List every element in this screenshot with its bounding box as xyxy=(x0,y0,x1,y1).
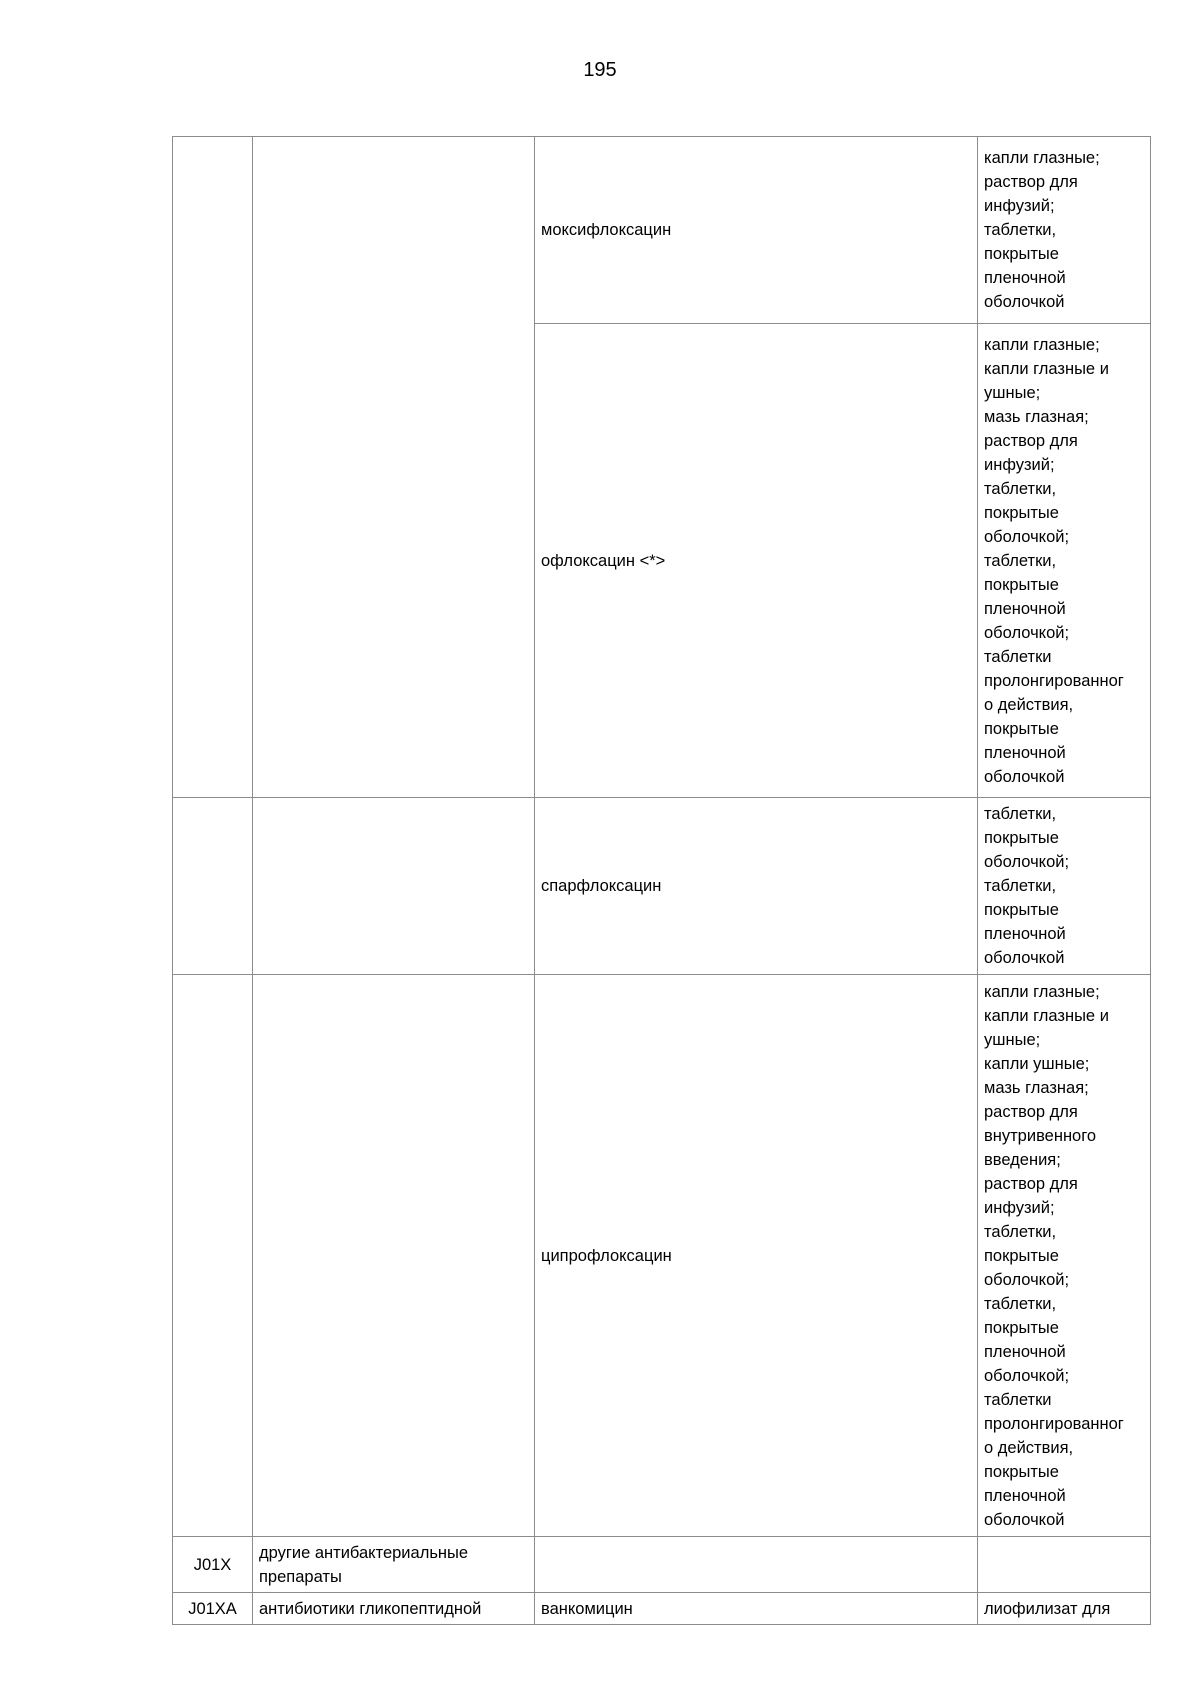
atc-code-cell xyxy=(173,975,253,1537)
drug-name-cell: спарфлоксацин xyxy=(535,798,978,975)
group-cell xyxy=(253,137,535,798)
atc-code-cell xyxy=(173,798,253,975)
dosage-forms-cell: таблетки, покрытые оболочкой; таблетки, покрытые пленочной оболочкой xyxy=(978,798,1151,975)
drug-name-cell: ципрофлоксацин xyxy=(535,975,978,1537)
table-row xyxy=(173,1593,1151,1625)
table-row xyxy=(173,137,1151,324)
table-row xyxy=(173,1537,1151,1593)
dosage-forms-cell: капли глазные; капли глазные и ушные; мазь глазная; раствор для инфузий; таблетки, покрытые оболочкой; таблетки, покрытые пленочной оболочкой; таблетки пролонгированног о действия, покрытые пленочной оболочкой xyxy=(978,324,1151,798)
table-row xyxy=(173,798,1151,975)
atc-code-cell xyxy=(173,137,253,798)
atc-code-cell: J01X xyxy=(173,1537,253,1593)
group-cell: антибиотики гликопептидной xyxy=(253,1593,535,1625)
drug-name-cell: ванкомицин xyxy=(535,1593,978,1625)
drug-name-cell: моксифлоксацин xyxy=(535,137,978,324)
group-cell xyxy=(253,975,535,1537)
dosage-forms-cell: лиофилизат для xyxy=(978,1593,1151,1625)
dosage-forms-cell: капли глазные; капли глазные и ушные; капли ушные; мазь глазная; раствор для внутривенного введения; раствор для инфузий; таблетки, покрытые оболочкой; таблетки, покрытые пленочной оболочкой; таблетки пролонгированног о действия, покрытые пленочной оболочкой xyxy=(978,975,1151,1537)
drug-table xyxy=(172,136,1151,1625)
group-cell: другие антибактериальные препараты xyxy=(253,1537,535,1593)
dosage-forms-cell xyxy=(978,1537,1151,1593)
page-number: 195 xyxy=(583,59,617,81)
dosage-forms-cell: капли глазные; раствор для инфузий; таблетки, покрытые пленочной оболочкой xyxy=(978,137,1151,324)
drug-name-cell xyxy=(535,1537,978,1593)
group-cell xyxy=(253,798,535,975)
atc-code-cell: J01XA xyxy=(173,1593,253,1625)
table-row xyxy=(173,975,1151,1537)
drug-name-cell: офлоксацин <*> xyxy=(535,324,978,798)
